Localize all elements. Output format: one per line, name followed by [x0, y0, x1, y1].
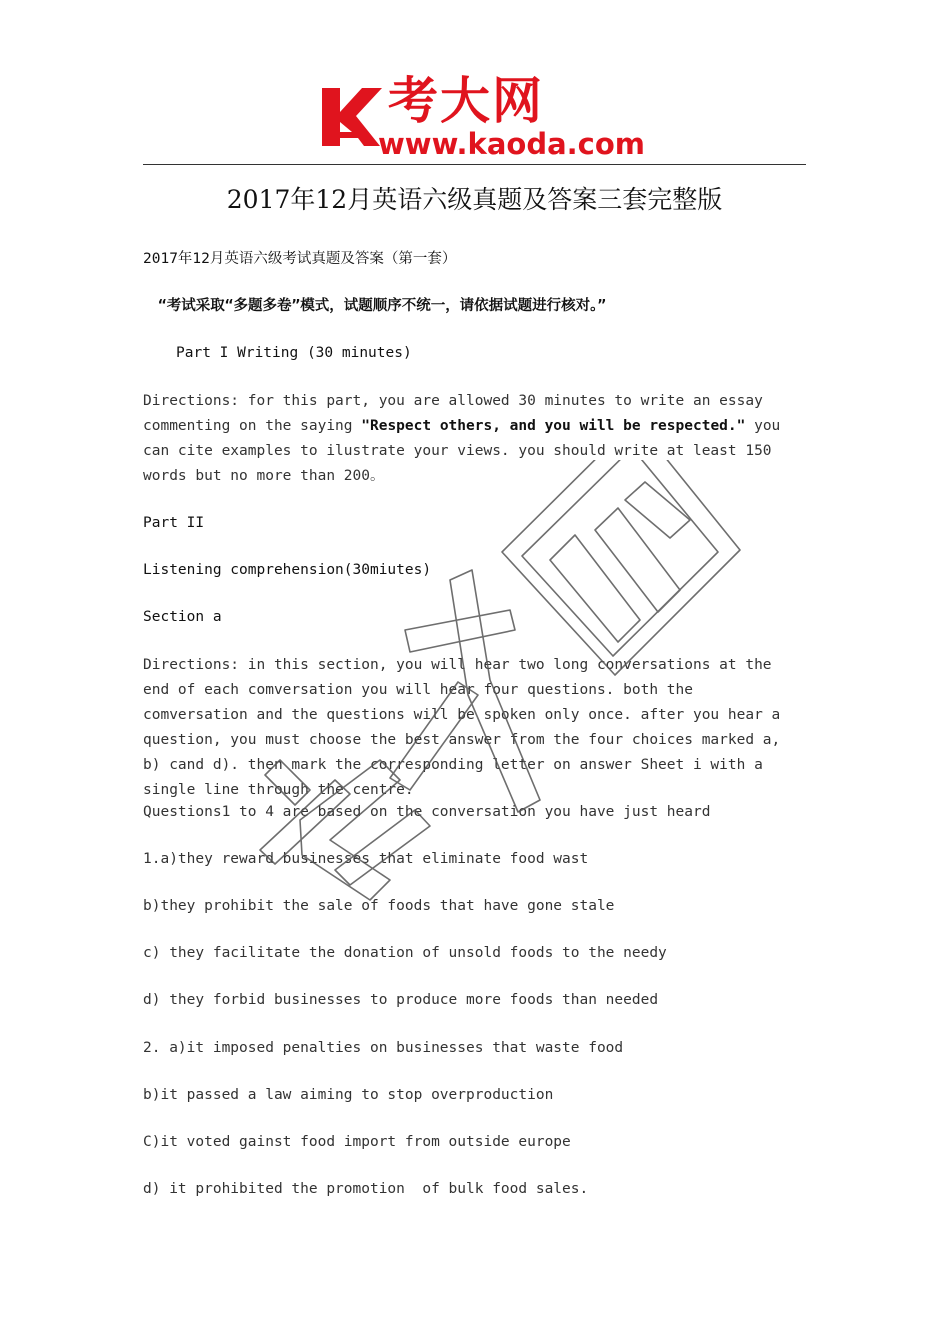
- document-title: 2017年12月英语六级真题及答案三套完整版: [226, 185, 723, 214]
- part1-directions-after: you can cite examples to ilustrate your views. you should write at least 150 words but no more than 200。: [143, 418, 781, 484]
- logo-url-text: www.kaoda.com: [378, 127, 645, 161]
- option-line: c) they facilitate the donation of unsold foods to the needy: [143, 945, 667, 961]
- option-line: C)it voted gainst food import from outside europe: [143, 1134, 571, 1150]
- logo-chinese-text: 考大网: [388, 72, 544, 130]
- option-line: b)they prohibit the sale of foods that have gone stale: [143, 898, 615, 914]
- option-line: 1.a)they reward businesses that eliminate food wast: [143, 851, 589, 867]
- part1-directions-before: Directions: for this part, you are allowed 30 minutes to write an essay commenting on the saying: [143, 393, 763, 434]
- part2-subheading: Listening comprehension(30miutes): [143, 562, 432, 578]
- section-directions: Directions: in this section, you will hear two long conversations at the end of each comversation you will hear four questions. both the comversation and the questions will be spoken only once. after you hear a question, you must choose the best answer from the four choices marked a, b) cand d). then mark the corresponding letter on answer Sheet i with a single line through the centre.: [143, 657, 781, 798]
- part2-heading: Part II: [143, 515, 205, 531]
- part1-directions-quote: "Respect others, and you will be respected.": [361, 418, 746, 434]
- subtitle: 2017年12月英语六级考试真题及答案（第一套）: [143, 251, 457, 267]
- option-line: d) it prohibited the promotion of bulk food sales.: [143, 1181, 589, 1197]
- option-line: d) they forbid businesses to produce more foods than needed: [143, 992, 659, 1008]
- site-logo[interactable]: [318, 72, 648, 162]
- section-heading: Section a: [143, 609, 222, 625]
- part1-heading: Part I Writing (30 minutes): [176, 345, 412, 361]
- exam-notice: “考试采取“多题多卷”模式，试题顺序不统一，请依据试题进行核对。”: [158, 298, 607, 314]
- option-line: 2. a)it imposed penalties on businesses that waste food: [143, 1040, 624, 1056]
- questions-intro: Questions1 to 4 are based on the conversation you have just heard: [143, 804, 711, 820]
- option-line: b)it passed a law aiming to stop overproduction: [143, 1087, 554, 1103]
- header-divider: [143, 164, 806, 165]
- part1-directions: [143, 389, 803, 489]
